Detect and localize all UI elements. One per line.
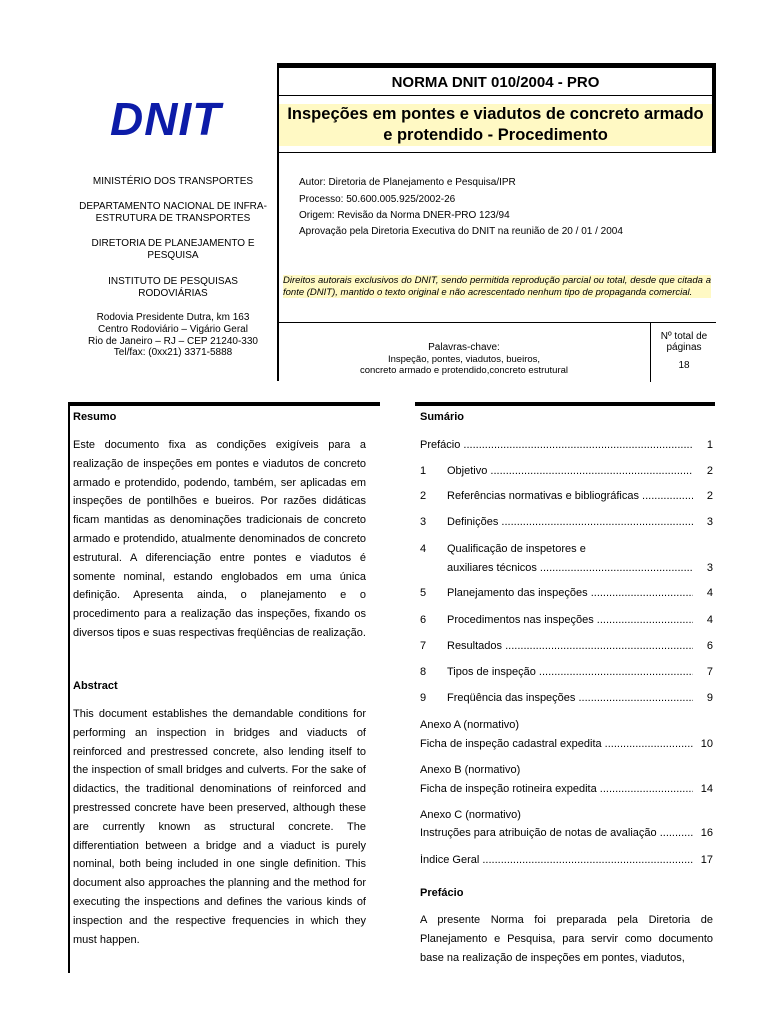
toc-page: 10 — [697, 738, 713, 750]
toc-annex-title: Anexo A (normativo) — [420, 719, 520, 731]
prefacio-text: A presente Norma foi preparada pela Diretoria de Planejamento e Pesquisa, para servir como documento base na realização de inspeções em pontes, viadutos, — [420, 914, 713, 964]
toc-label: Planejamento das inspeções ..... — [447, 587, 693, 599]
norma-number: NORMA DNIT 010/2004 - PRO — [391, 74, 600, 91]
toc-entry[interactable] — [420, 827, 713, 843]
toc-number: 7 — [420, 640, 427, 652]
pages-label: Nº total de páginas — [660, 331, 708, 353]
toc-number: 1 — [420, 465, 427, 477]
toc-entry[interactable] — [420, 465, 713, 481]
toc-page: 7 — [703, 666, 713, 678]
divider — [279, 152, 716, 153]
toc-page: 3 — [703, 516, 713, 528]
toc-number: 2 — [420, 490, 427, 502]
toc-entry[interactable] — [420, 783, 713, 799]
header-top-rule — [277, 63, 715, 68]
meta-process: Processo: 50.600.005.925/2002-26 — [299, 194, 456, 205]
pages-value: 18 — [678, 360, 690, 371]
toc-entry-line[interactable] — [420, 543, 586, 555]
toc-entry[interactable] — [420, 614, 713, 630]
toc-entry[interactable] — [420, 562, 713, 578]
toc-number: 6 — [420, 614, 427, 626]
left-column-rule — [68, 402, 380, 406]
toc-entry[interactable] — [420, 692, 713, 708]
toc-page: 2 — [703, 465, 713, 477]
toc-entry[interactable] — [420, 516, 713, 532]
toc-number: 5 — [420, 587, 427, 599]
meta-author: Autor: Diretoria de Planejamento e Pesquisa/IPR — [299, 177, 516, 188]
abstract-text: This document establishes the demandable conditions for performing an inspection in bridges and viaducts of reinforced and prestressed concrete, also lending itself to the inspection of small bridges and culverts. For the sake of didactics, the traditional denominations of reinforced and prestressed concrete have been preserved, although these are currently known as structural concrete. The differentiation between a bridge and a viaduct is purely nominal, both being included in one single definition. This document also approaches the planning and the method for executing the inspections and defines the various kinds of inspection and the respective frequencies in which they must happen. — [73, 708, 366, 946]
toc-number: 4 — [420, 543, 427, 555]
divider-vertical — [650, 322, 651, 382]
header-right-rule — [712, 63, 716, 153]
toc-number: 8 — [420, 666, 427, 678]
toc-label: auxiliares técnicos ..... — [447, 562, 693, 574]
toc-number: 9 — [420, 692, 427, 704]
dnit-logo: DNIT — [110, 93, 222, 145]
org-ministry: MINISTÉRIO DOS TRANSPORTES — [92, 176, 254, 187]
toc-page: 17 — [697, 854, 713, 866]
toc-label: Qualificação de inspetores e — [447, 543, 586, 555]
prefacio-heading: Prefácio — [420, 887, 464, 899]
toc-page: 9 — [703, 692, 713, 704]
toc-label: Resultados ..... — [447, 640, 693, 652]
toc-label: Instruções para atribuição de notas de avaliação ..... — [420, 827, 693, 839]
org-directorate: DIRETORIA DE PLANEJAMENTO E PESQUISA — [91, 238, 255, 261]
toc-label: Índice Geral ..... — [420, 854, 693, 866]
toc-entry[interactable] — [420, 439, 713, 455]
address-line: Centro Rodoviário – Vigário Geral — [98, 324, 248, 335]
toc-number: 3 — [420, 516, 427, 528]
abstract-heading: Abstract — [73, 680, 118, 692]
toc-page: 2 — [703, 490, 713, 502]
toc-label: Ficha de inspeção rotineira expedita ..... — [420, 783, 693, 795]
divider — [279, 95, 716, 96]
keywords — [279, 354, 649, 376]
toc-label: Referências normativas e bibliográficas ..... — [447, 490, 693, 502]
toc-page: 4 — [703, 614, 713, 626]
toc-entry[interactable] — [420, 490, 713, 506]
toc-annex-title: Anexo C (normativo) — [420, 809, 521, 821]
title-wrap — [279, 104, 712, 146]
meta-origin: Origem: Revisão da Norma DNER-PRO 123/94 — [299, 210, 510, 221]
toc-label: Ficha de inspeção cadastral expedita ..... — [420, 738, 693, 750]
keywords-label: Palavras-chave: — [428, 342, 500, 353]
toc-page: 6 — [703, 640, 713, 652]
sumario-heading: Sumário — [420, 411, 465, 423]
copyright-notice: Direitos autorais exclusivos do DNIT, sendo permitida reprodução parcial ou total, desde que citada a fonte (DNIT), mantido o texto original e não acrescentado nenhum tipo de propaganda comercial. — [283, 275, 711, 298]
right-column-rule — [415, 402, 715, 406]
keywords-line: concreto armado e protendido,concreto estrutural — [359, 365, 569, 376]
resumo-text: Este documento fixa as condições exigíveis para a realização de inspeções em pontes e viadutos de concreto armado e protendido, podendo, também, ser aplicadas em inspeções de pontilhões e bueiros. Por razões didáticas ficam mantidas as denominações tradicionais de concreto armado e protendido, atualmente denominados de concreto estrutural. A diferenciação entre pontes e viadutos é somente nominal, estando englobados em uma única definição. Apresenta ainda, o planejamento e o procedimento para a realização das inspeções, fixando os diversos tipos e suas respectivas freqüências de realização. — [73, 439, 366, 639]
toc-label: Prefácio ..... — [420, 439, 693, 451]
document-title: Inspeções em pontes e viadutos de concreto armado e protendido - Procedimento — [279, 104, 712, 146]
org-institute: INSTITUTO DE PESQUISAS RODOVIÁRIAS — [108, 276, 238, 299]
keywords-line: Inspeção, pontes, viadutos, bueiros, — [387, 354, 541, 365]
toc-page: 1 — [703, 439, 713, 451]
address-line: Rio de Janeiro – RJ – CEP 21240-330 — [88, 336, 258, 347]
address-phone: Tel/fax: (0xx21) 3371-5888 — [113, 347, 233, 358]
toc-page: 4 — [703, 587, 713, 599]
toc-label: Freqüência das inspeções ..... — [447, 692, 693, 704]
toc-entry[interactable] — [420, 854, 713, 870]
resumo-heading: Resumo — [73, 411, 117, 423]
address-line: Rodovia Presidente Dutra, km 163 — [96, 312, 250, 323]
toc-entry[interactable] — [420, 666, 713, 682]
toc-annex-title: Anexo B (normativo) — [420, 764, 521, 776]
toc-label: Tipos de inspeção ..... — [447, 666, 693, 678]
toc-label: Objetivo ..... — [447, 465, 693, 477]
toc-entry[interactable] — [420, 587, 713, 603]
toc-page: 16 — [697, 827, 713, 839]
org-department: DEPARTAMENTO NACIONAL DE INFRA-ESTRUTURA DE TRANSPORTES — [79, 201, 267, 224]
toc-label: Definições ..... — [447, 516, 693, 528]
meta-approval: Aprovação pela Diretoria Executiva do DNIT na reunião de 20 / 01 / 2004 — [299, 226, 623, 237]
toc-label: Procedimentos nas inspeções ..... — [447, 614, 693, 626]
toc-entry[interactable] — [420, 640, 713, 656]
toc-entry[interactable] — [420, 738, 713, 754]
toc-page: 14 — [697, 783, 713, 795]
toc-page: 3 — [703, 562, 713, 574]
